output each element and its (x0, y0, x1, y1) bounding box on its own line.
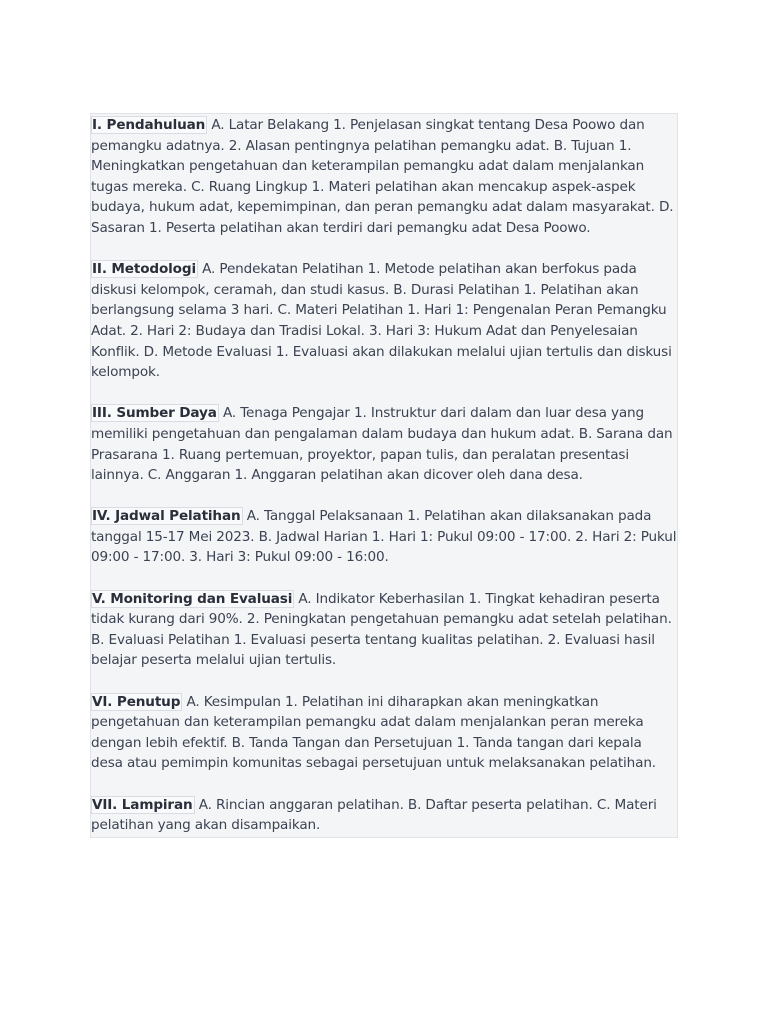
section-body: A. Tenaga Pengajar 1. Instruktur dari dalam dan luar desa yang memiliki pengetahuan dan pengalaman dalam budaya dan hukum adat. B. Sarana dan Prasarana 1. Ruang pertemuan, proyektor, papan tulis, dan peralatan presentasi lainnya. C. Anggaran 1. Anggaran pelatihan akan dicover oleh dana desa. (91, 405, 673, 484)
section-body: A. Tanggal Pelaksanaan 1. Pelatihan akan dilaksanakan pada tanggal 15-17 Mei 2023. B. Jadwal Harian 1. Hari 1: Pukul 09:00 - 17:00. 2. Hari 2: Pukul 09:00 - 17:00. 3. Hari 3: Pukul 09:00 - 16:00. (91, 508, 677, 566)
section-heading: VI. Penutup (92, 693, 181, 710)
section-body: A. Latar Belakang 1. Penjelasan singkat tentang Desa Poowo dan pemangku adatnya. 2. Alasan pentingnya pelatihan pemangku adat. B. Tujuan 1. Meningkatkan pengetahuan dan keterampilan pemangku adat dalam menjalankan tugas mereka. C. Ruang Lingkup 1. Materi pelatihan akan mencakup aspek-aspek budaya, hukum adat, kepemimpinan, dan peran pemangku adat dalam masyarakat. D. Sasaran 1. Peserta pelatihan akan terdiri dari pemangku adat Desa Poowo. (91, 117, 674, 236)
section-monitoring-evaluasi (91, 589, 677, 671)
section-body: A. Indikator Keberhasilan 1. Tingkat kehadiran peserta tidak kurang dari 90%. 2. Peningkatan pengetahuan pemangku adat setelah pelatihan. B. Evaluasi Pelatihan 1. Evaluasi peserta tentang kualitas pelatihan. 2. Evaluasi hasil belajar peserta melalui ujian tertulis. (91, 590, 672, 669)
section-body: A. Rincian anggaran pelatihan. B. Daftar peserta pelatihan. C. Materi pelatihan yang akan disampaikan. (91, 796, 657, 834)
section-metodologi (91, 259, 677, 383)
section-body: A. Kesimpulan 1. Pelatihan ini diharapkan akan meningkatkan pengetahuan dan keterampilan pemangku adat dalam menjalankan peran mereka dengan lebih efektif. B. Tanda Tangan dan Persetujuan 1. Tanda tangan dari kepala desa atau pemimpin komunitas sebagai persetujuan untuk melaksanakan pelatihan. (91, 693, 656, 772)
section-heading: III. Sumber Daya (92, 405, 217, 422)
section-heading: IV. Jadwal Pelatihan (92, 508, 241, 525)
section-lampiran (91, 795, 677, 836)
section-heading: II. Metodologi (92, 261, 196, 278)
section-pendahuluan (91, 115, 677, 239)
section-penutup (91, 692, 677, 774)
section-body: A. Pendekatan Pelatihan 1. Metode pelatihan akan berfokus pada diskusi kelompok, ceramah, dan studi kasus. B. Durasi Pelatihan 1. Pelatihan akan berlangsung selama 3 hari. C. Materi Pelatihan 1. Hari 1: Pengenalan Peran Pemangku Adat. 2. Hari 2: Budaya dan Tradisi Lokal. 3. Hari 3: Hukum Adat dan Penyelesaian Konflik. D. Metode Evaluasi 1. Evaluasi akan dilakukan melalui ujian tertulis dan diskusi kelompok. (91, 261, 672, 381)
section-sumber-daya (91, 403, 677, 485)
section-heading: V. Monitoring dan Evaluasi (92, 590, 293, 607)
section-heading: I. Pendahuluan (92, 117, 206, 133)
section-jadwal-pelatihan (91, 506, 677, 568)
document-content (90, 113, 678, 838)
section-heading: VII. Lampiran (92, 796, 193, 813)
